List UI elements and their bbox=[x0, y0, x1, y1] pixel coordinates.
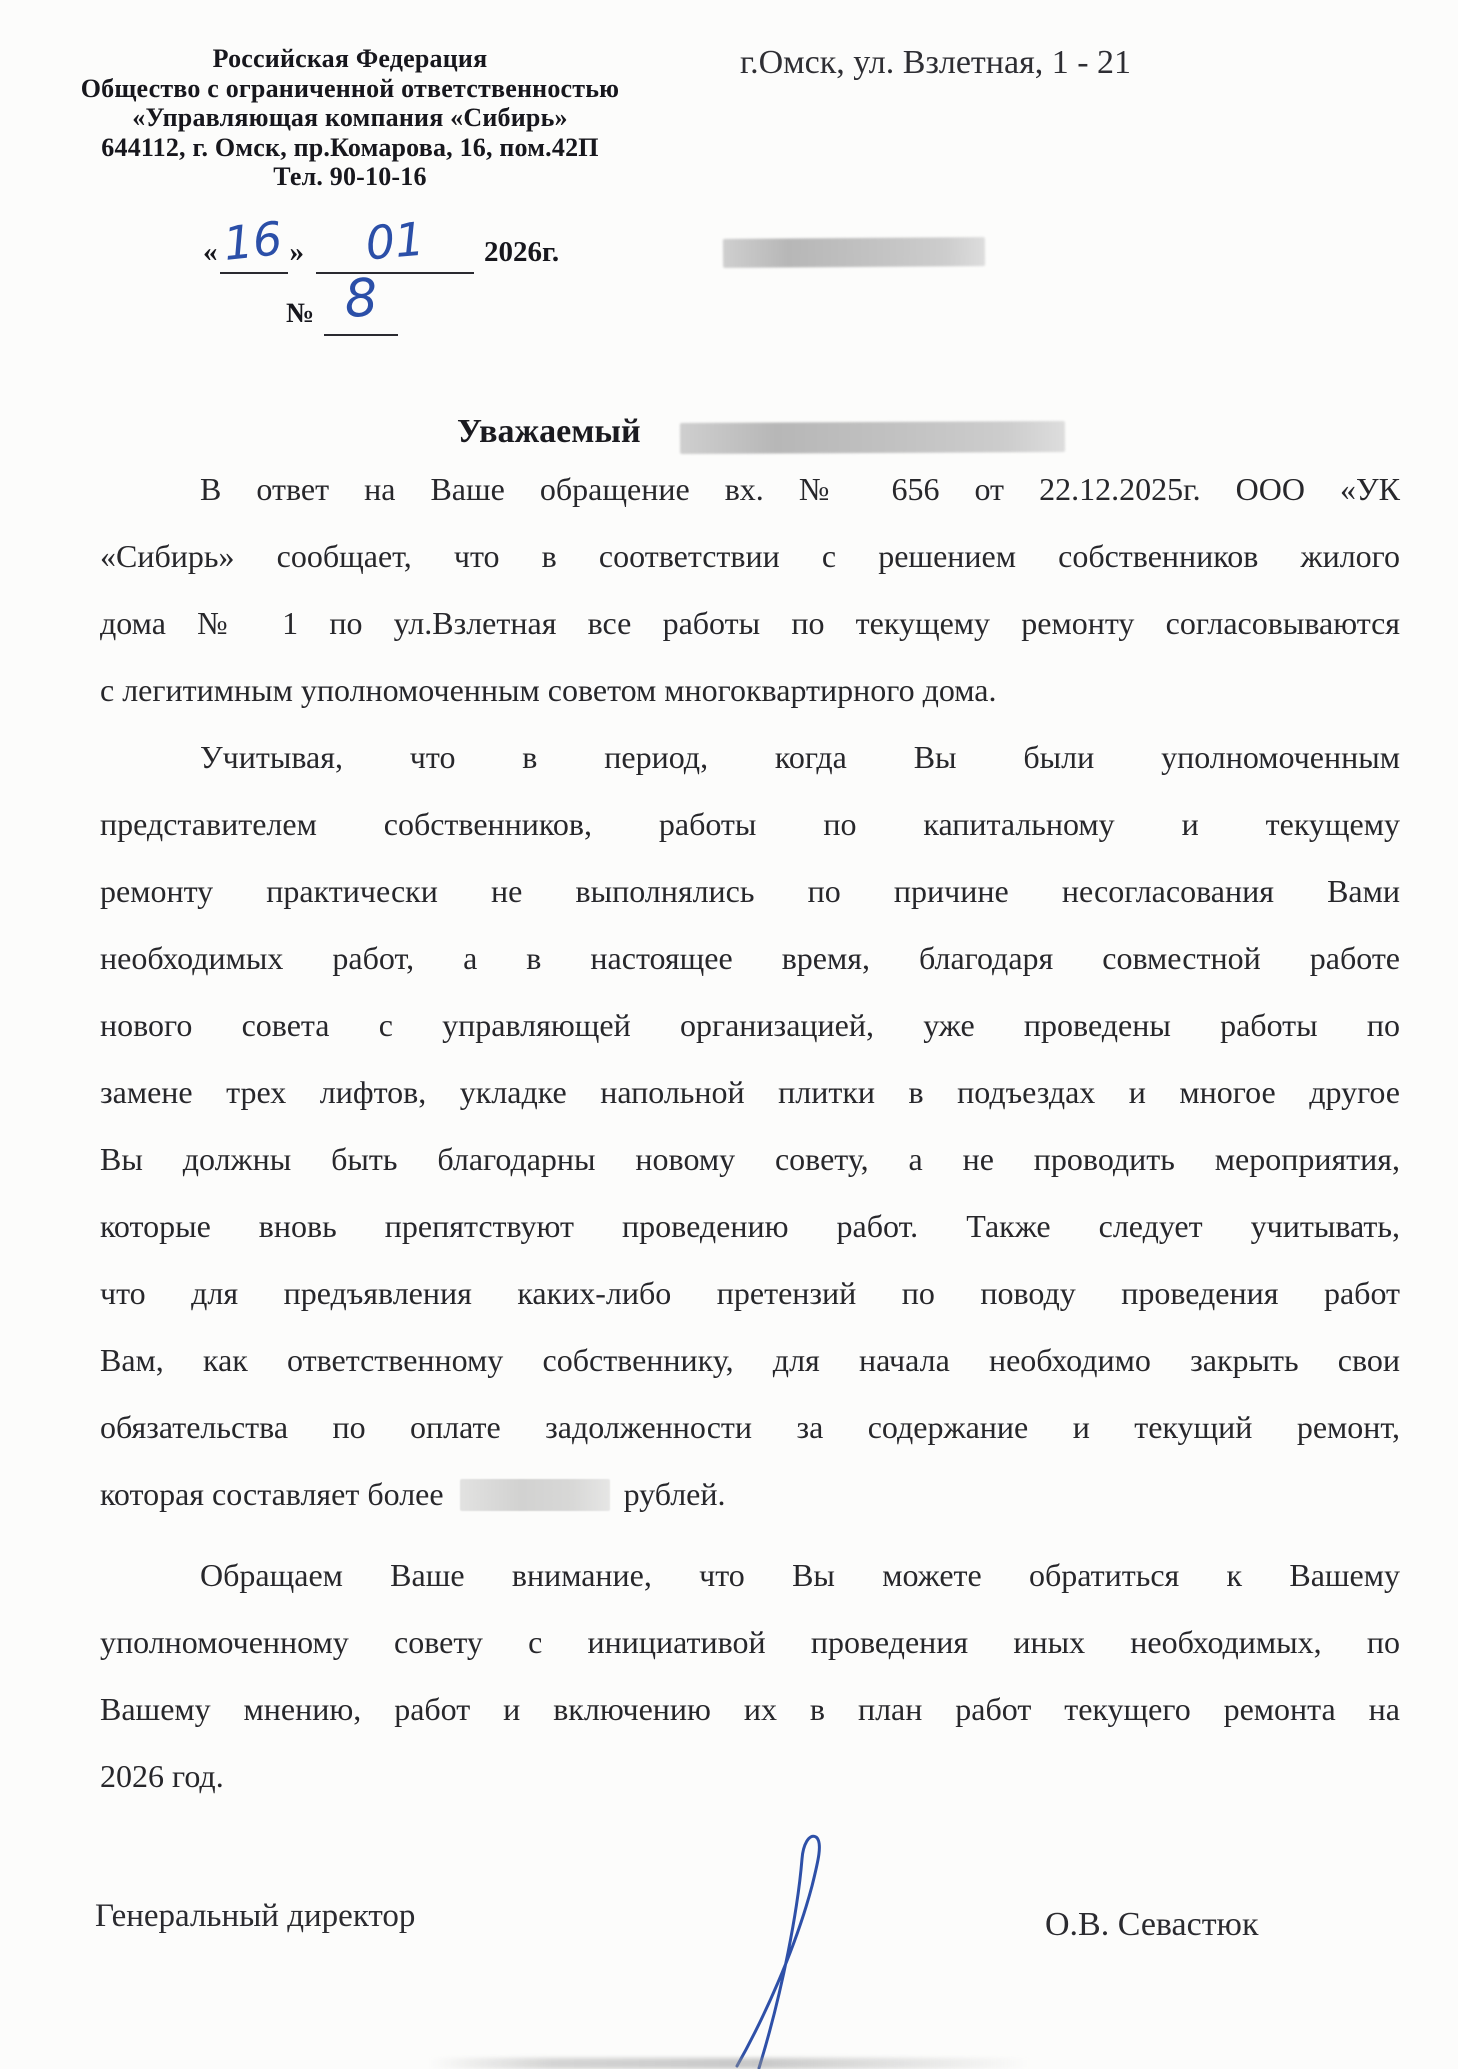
body-line: Учитывая, что в период, когда Вы были уполномоченным bbox=[200, 739, 1400, 775]
body-line: дома № 1 по ул.Взлетная все работы по текущему ремонту согласовываются bbox=[100, 605, 1400, 641]
body-line-text: рублей. bbox=[623, 1476, 726, 1512]
body-line bbox=[100, 1461, 1400, 1528]
closing-signer-name: О.В. Севастюк bbox=[1045, 1906, 1259, 1943]
handwritten-day: 16 bbox=[221, 211, 286, 271]
close-quote: » bbox=[289, 236, 304, 268]
body-line: замене трех лифтов, укладке напольной плитки в подъездах и многое другое bbox=[100, 1074, 1400, 1110]
body-line: с легитимным уполномоченным советом многоквартирного дома. bbox=[100, 672, 997, 708]
paragraph bbox=[100, 724, 1400, 1528]
letterhead-org-name: «Управляющая компания «Сибирь» bbox=[132, 103, 568, 132]
letterhead bbox=[50, 44, 650, 192]
redacted-amount-bar bbox=[460, 1479, 610, 1511]
body-line-text: которая составляет более bbox=[100, 1476, 444, 1512]
body-line: необходимых работ, а в настоящее время, благодаря совместной работе bbox=[100, 940, 1400, 976]
body-line: уполномоченному совету с инициативой проведения иных необходимых, по bbox=[100, 1624, 1400, 1660]
redacted-name-bar bbox=[680, 421, 1065, 454]
recipient-address: г.Омск, ул. Взлетная, 1 - 21 bbox=[740, 44, 1132, 81]
salutation: Уважаемый bbox=[457, 413, 641, 450]
body-line: Вашему мнению, работ и включению их в план работ текущего ремонта на bbox=[100, 1691, 1400, 1727]
handwritten-month: 01 bbox=[363, 211, 427, 271]
body-line: которые вновь препятствуют проведению работ. Также следует учитывать, bbox=[100, 1208, 1400, 1244]
paragraph bbox=[100, 1542, 1400, 1810]
letterhead-org-address: 644112, г. Омск, пр.Комарова, 16, пом.42П bbox=[101, 132, 599, 162]
number-sign: № bbox=[286, 298, 315, 329]
body-line: нового совета с управляющей организацией, уже проведены работы по bbox=[100, 1007, 1400, 1043]
body-line: «Сибирь» сообщает, что в соответствии с решением собственников жилого bbox=[100, 538, 1400, 574]
year-label: 2026г. bbox=[484, 236, 560, 268]
body-line: В ответ на Ваше обращение вх. № 656 от 22.12.2025г. ООО «УК bbox=[200, 471, 1400, 507]
letterhead-org-type: Общество с ограниченной ответственностью bbox=[80, 73, 620, 103]
handwritten-number: 8 bbox=[342, 267, 380, 331]
number-slot bbox=[324, 267, 398, 336]
letterhead-phone: Тел. 90-10-16 bbox=[273, 162, 427, 191]
day-slot bbox=[220, 211, 288, 274]
body-line: ремонту практически не выполнялись по причине несогласования Вами bbox=[100, 873, 1400, 909]
signature-stroke bbox=[715, 1828, 865, 2069]
number-line bbox=[286, 267, 398, 336]
body-line: Вам, как ответственному собственнику, для начала необходимо закрыть свои bbox=[100, 1342, 1400, 1378]
body-line: представителем собственников, работы по капитальному и текущему bbox=[100, 806, 1400, 842]
body-line: Обращаем Ваше внимание, что Вы можете обратиться к Вашему bbox=[200, 1557, 1400, 1593]
body-line: 2026 год. bbox=[100, 1758, 224, 1794]
letter-body bbox=[100, 456, 1400, 1810]
month-slot bbox=[316, 211, 474, 274]
redacted-recipient-block bbox=[723, 237, 985, 268]
open-quote: « bbox=[203, 236, 218, 268]
scan-artifact bbox=[430, 2058, 1030, 2069]
body-line: обязательства по оплате задолженности за содержание и текущий ремонт, bbox=[100, 1409, 1400, 1445]
date-line bbox=[203, 211, 560, 274]
paragraph bbox=[100, 456, 1400, 724]
body-line: Вы должны быть благодарны новому совету, а не проводить мероприятия, bbox=[100, 1141, 1400, 1177]
body-line: что для предъявления каких-либо претензий по поводу проведения работ bbox=[100, 1275, 1400, 1311]
closing-position-title: Генеральный директор bbox=[95, 1898, 416, 1934]
letterhead-country: Российская Федерация bbox=[212, 44, 488, 73]
